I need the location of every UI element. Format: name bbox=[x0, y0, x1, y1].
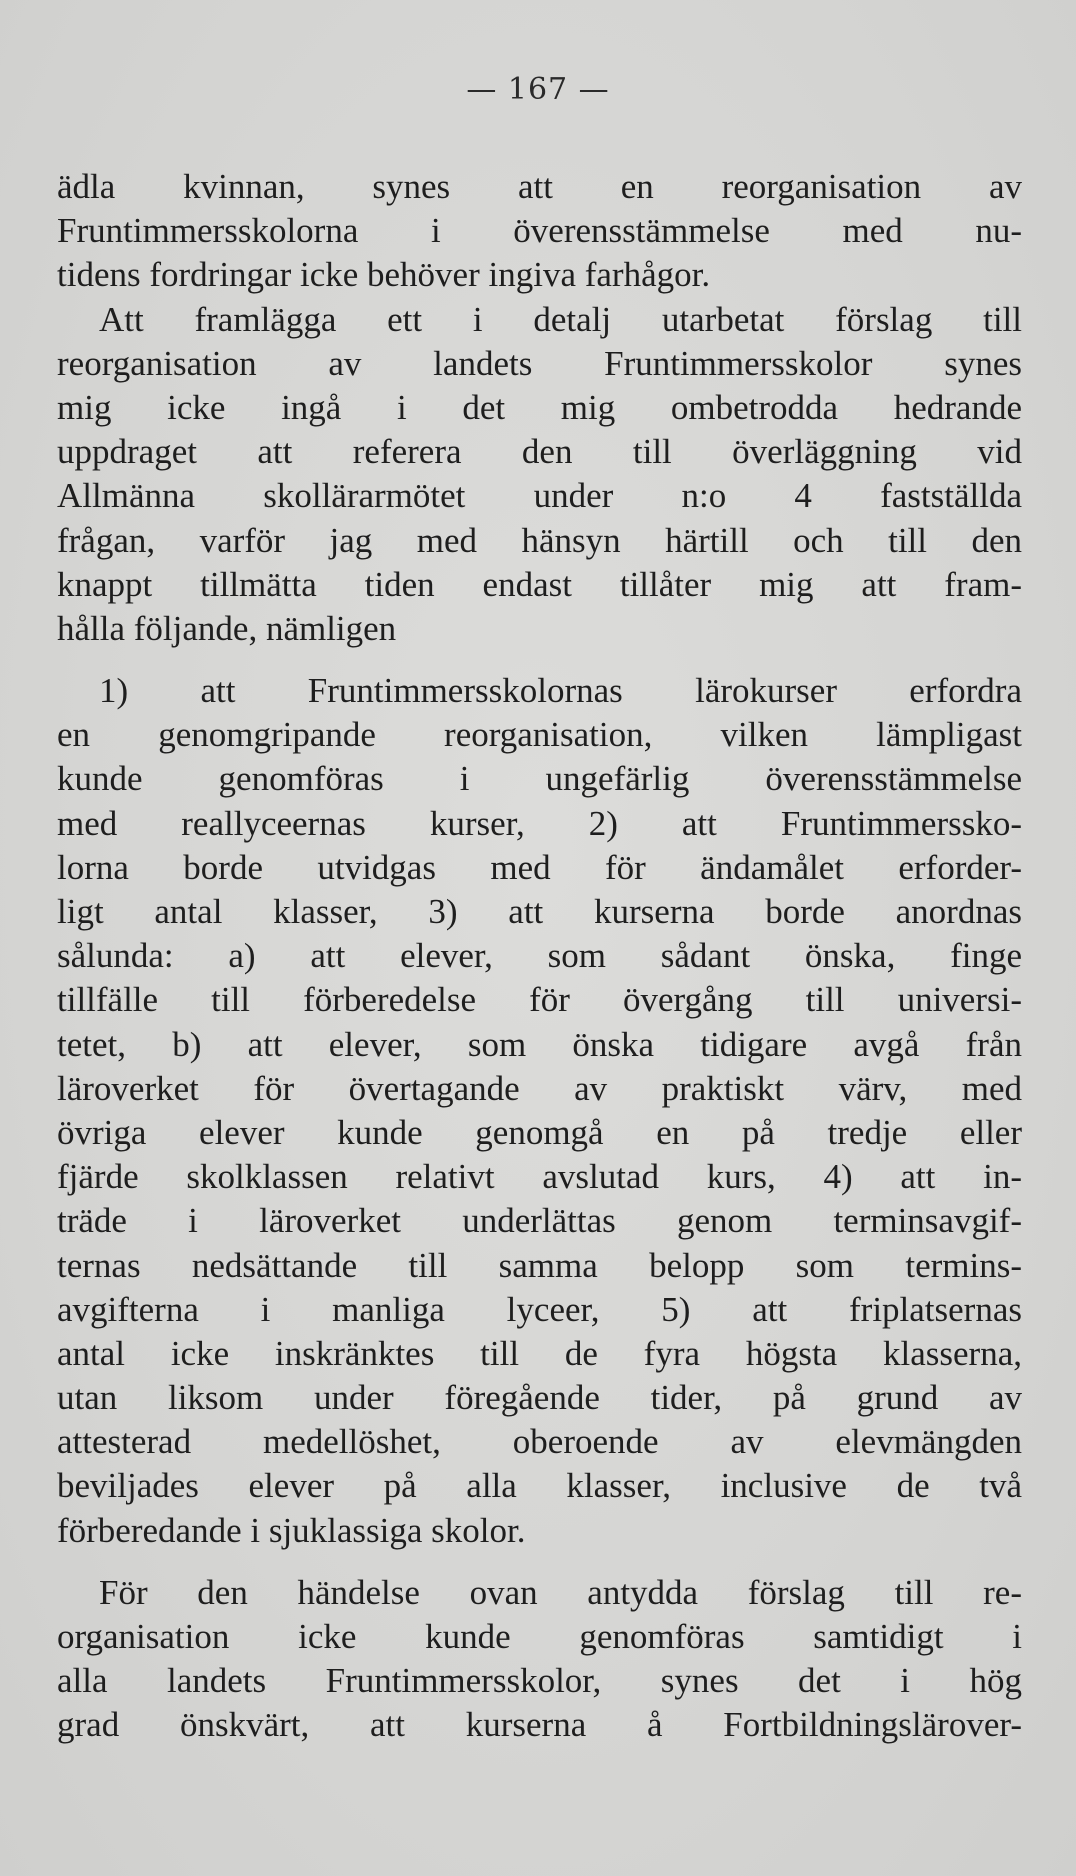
text-line: tillfälle till förberedelse för övergång till universi- bbox=[57, 980, 1022, 1020]
paragraph bbox=[57, 165, 1022, 298]
text-line: grad önskvärt, att kurserna å Fortbildningslärover- bbox=[57, 1705, 1022, 1745]
text-line: mig icke ingå i det mig ombetrodda hedrande bbox=[57, 387, 1022, 427]
paragraph-gap bbox=[57, 1553, 1022, 1571]
text-line: övriga elever kunde genomgå en på tredje eller bbox=[57, 1112, 1022, 1152]
text-line: utan liksom under föregående tider, på grund av bbox=[57, 1378, 1022, 1418]
text-line: 1) att Fruntimmersskolornas lärokurser erfordra bbox=[99, 671, 1022, 711]
text-line: attesterad medellöshet, oberoende av elevmängden bbox=[57, 1422, 1022, 1462]
text-line: tetet, b) att elever, som önska tidigare avgå från bbox=[57, 1024, 1022, 1064]
text-line: frågan, varför jag med hänsyn härtill och till den bbox=[57, 520, 1022, 560]
text-line: en genomgripande reorganisation, vilken lämpligast bbox=[57, 715, 1022, 755]
text-line: ligt antal klasser, 3) att kurserna borde anordnas bbox=[57, 892, 1022, 931]
text-line: reorganisation av landets Fruntimmersskolor synes bbox=[57, 343, 1022, 383]
text-line: lorna borde utvidgas med för ändamålet erforder- bbox=[57, 847, 1022, 887]
text-line: med reallyceernas kurser, 2) att Fruntimmerssko- bbox=[57, 803, 1022, 843]
text-line: sålunda: a) att elever, som sådant önska, finge bbox=[57, 936, 1022, 976]
page-number: — 167 — bbox=[466, 72, 610, 107]
body-text bbox=[57, 165, 1022, 1748]
text-line: knappt tillmätta tiden endast tillåter mig att fram- bbox=[57, 564, 1022, 604]
text-line: kunde genomföras i ungefärlig överensstämmelse bbox=[57, 759, 1022, 799]
text-line: läroverket för övertagande av praktiskt värv, med bbox=[57, 1068, 1022, 1108]
text-line: fjärde skolklassen relativt avslutad kurs, 4) att in- bbox=[57, 1157, 1022, 1197]
text-line: förberedande i sjuklassiga skolor. bbox=[57, 1510, 526, 1550]
text-line: uppdraget att referera den till överläggning vid bbox=[57, 432, 1022, 472]
text-line: träde i läroverket underlättas genom terminsavgif- bbox=[57, 1201, 1022, 1241]
text-line: tidens fordringar icke behöver ingiva farhågor. bbox=[57, 255, 711, 295]
text-line: Allmänna skollärarmötet under n:o 4 fastställda bbox=[57, 476, 1022, 516]
paragraph bbox=[57, 1571, 1022, 1748]
text-line: Fruntimmersskolorna i överensstämmelse med nu- bbox=[57, 211, 1022, 251]
paragraph bbox=[57, 298, 1022, 652]
paragraph bbox=[57, 669, 1022, 1553]
paragraph-gap bbox=[57, 651, 1022, 669]
text-line: hålla följande, nämligen bbox=[57, 608, 397, 648]
text-line: beviljades elever på alla klasser, inclusive de två bbox=[57, 1466, 1022, 1506]
text-line: organisation icke kunde genomföras samtidigt i bbox=[57, 1617, 1022, 1656]
text-line: ädla kvinnan, synes att en reorganisation av bbox=[57, 167, 1022, 206]
text-line: antal icke inskränktes till de fyra högsta klasserna, bbox=[57, 1333, 1022, 1373]
text-line: ternas nedsättande till samma belopp som termins- bbox=[57, 1245, 1022, 1285]
text-line: Att framlägga ett i detalj utarbetat förslag till bbox=[99, 299, 1022, 339]
text-line: avgifterna i manliga lyceer, 5) att friplatsernas bbox=[57, 1289, 1022, 1329]
text-line: alla landets Fruntimmersskolor, synes det i hög bbox=[57, 1661, 1022, 1701]
text-line: För den händelse ovan antydda förslag till re- bbox=[99, 1572, 1022, 1612]
